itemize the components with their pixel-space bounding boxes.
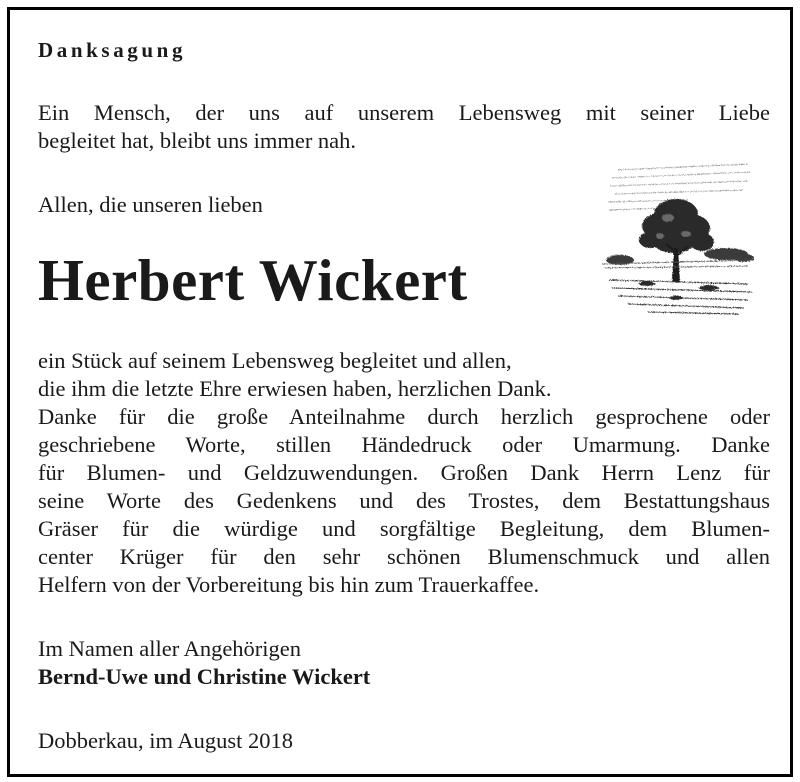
intro-line-1: Ein Mensch, der uns auf unserem Lebensweg mit seiner Liebe bbox=[38, 100, 770, 125]
thanks-line-5: für Blumen- und Geldzuwendungen. Großen Dank Herrn Lenz für bbox=[38, 460, 770, 485]
place-date: Dobberkau, im August 2018 bbox=[38, 728, 293, 753]
thanks-line-1: ein Stück auf seinem Lebensweg begleitet und allen, bbox=[38, 348, 512, 373]
thanks-line-9: Helfern von der Vorbereitung bis hin zum Trauerkaffee. bbox=[38, 572, 540, 597]
thanks-line-3: Danke für die große Anteilnahme durch herzlich gesprochene oder bbox=[38, 404, 770, 429]
lead-in-text: Allen, die unseren lieben bbox=[38, 192, 263, 217]
notice-heading: Danksagung bbox=[38, 38, 187, 62]
signatories: Bernd-Uwe und Christine Wickert bbox=[38, 664, 371, 689]
notice-frame bbox=[7, 7, 793, 777]
tree-landscape-icon bbox=[598, 156, 758, 320]
thanks-line-4: geschriebene Worte, stillen Händedruck oder Umarmung. Danke bbox=[38, 432, 770, 457]
thanks-line-6: seine Worte des Gedenkens und des Trostes, dem Bestattungshaus bbox=[38, 488, 770, 513]
intro-line-2: begleitet hat, bleibt uns immer nah. bbox=[38, 128, 357, 153]
thanks-line-8: center Krüger für den sehr schönen Blumenschmuck und allen bbox=[38, 544, 770, 569]
thanks-line-7: Gräser für die würdige und sorgfältige Begleitung, dem Blumen- bbox=[38, 516, 770, 541]
thanks-line-2: die ihm die letzte Ehre erwiesen haben, herzlichen Dank. bbox=[38, 376, 552, 401]
deceased-name: Herbert Wickert bbox=[38, 247, 468, 313]
on-behalf-text: Im Namen aller Angehörigen bbox=[38, 636, 302, 661]
